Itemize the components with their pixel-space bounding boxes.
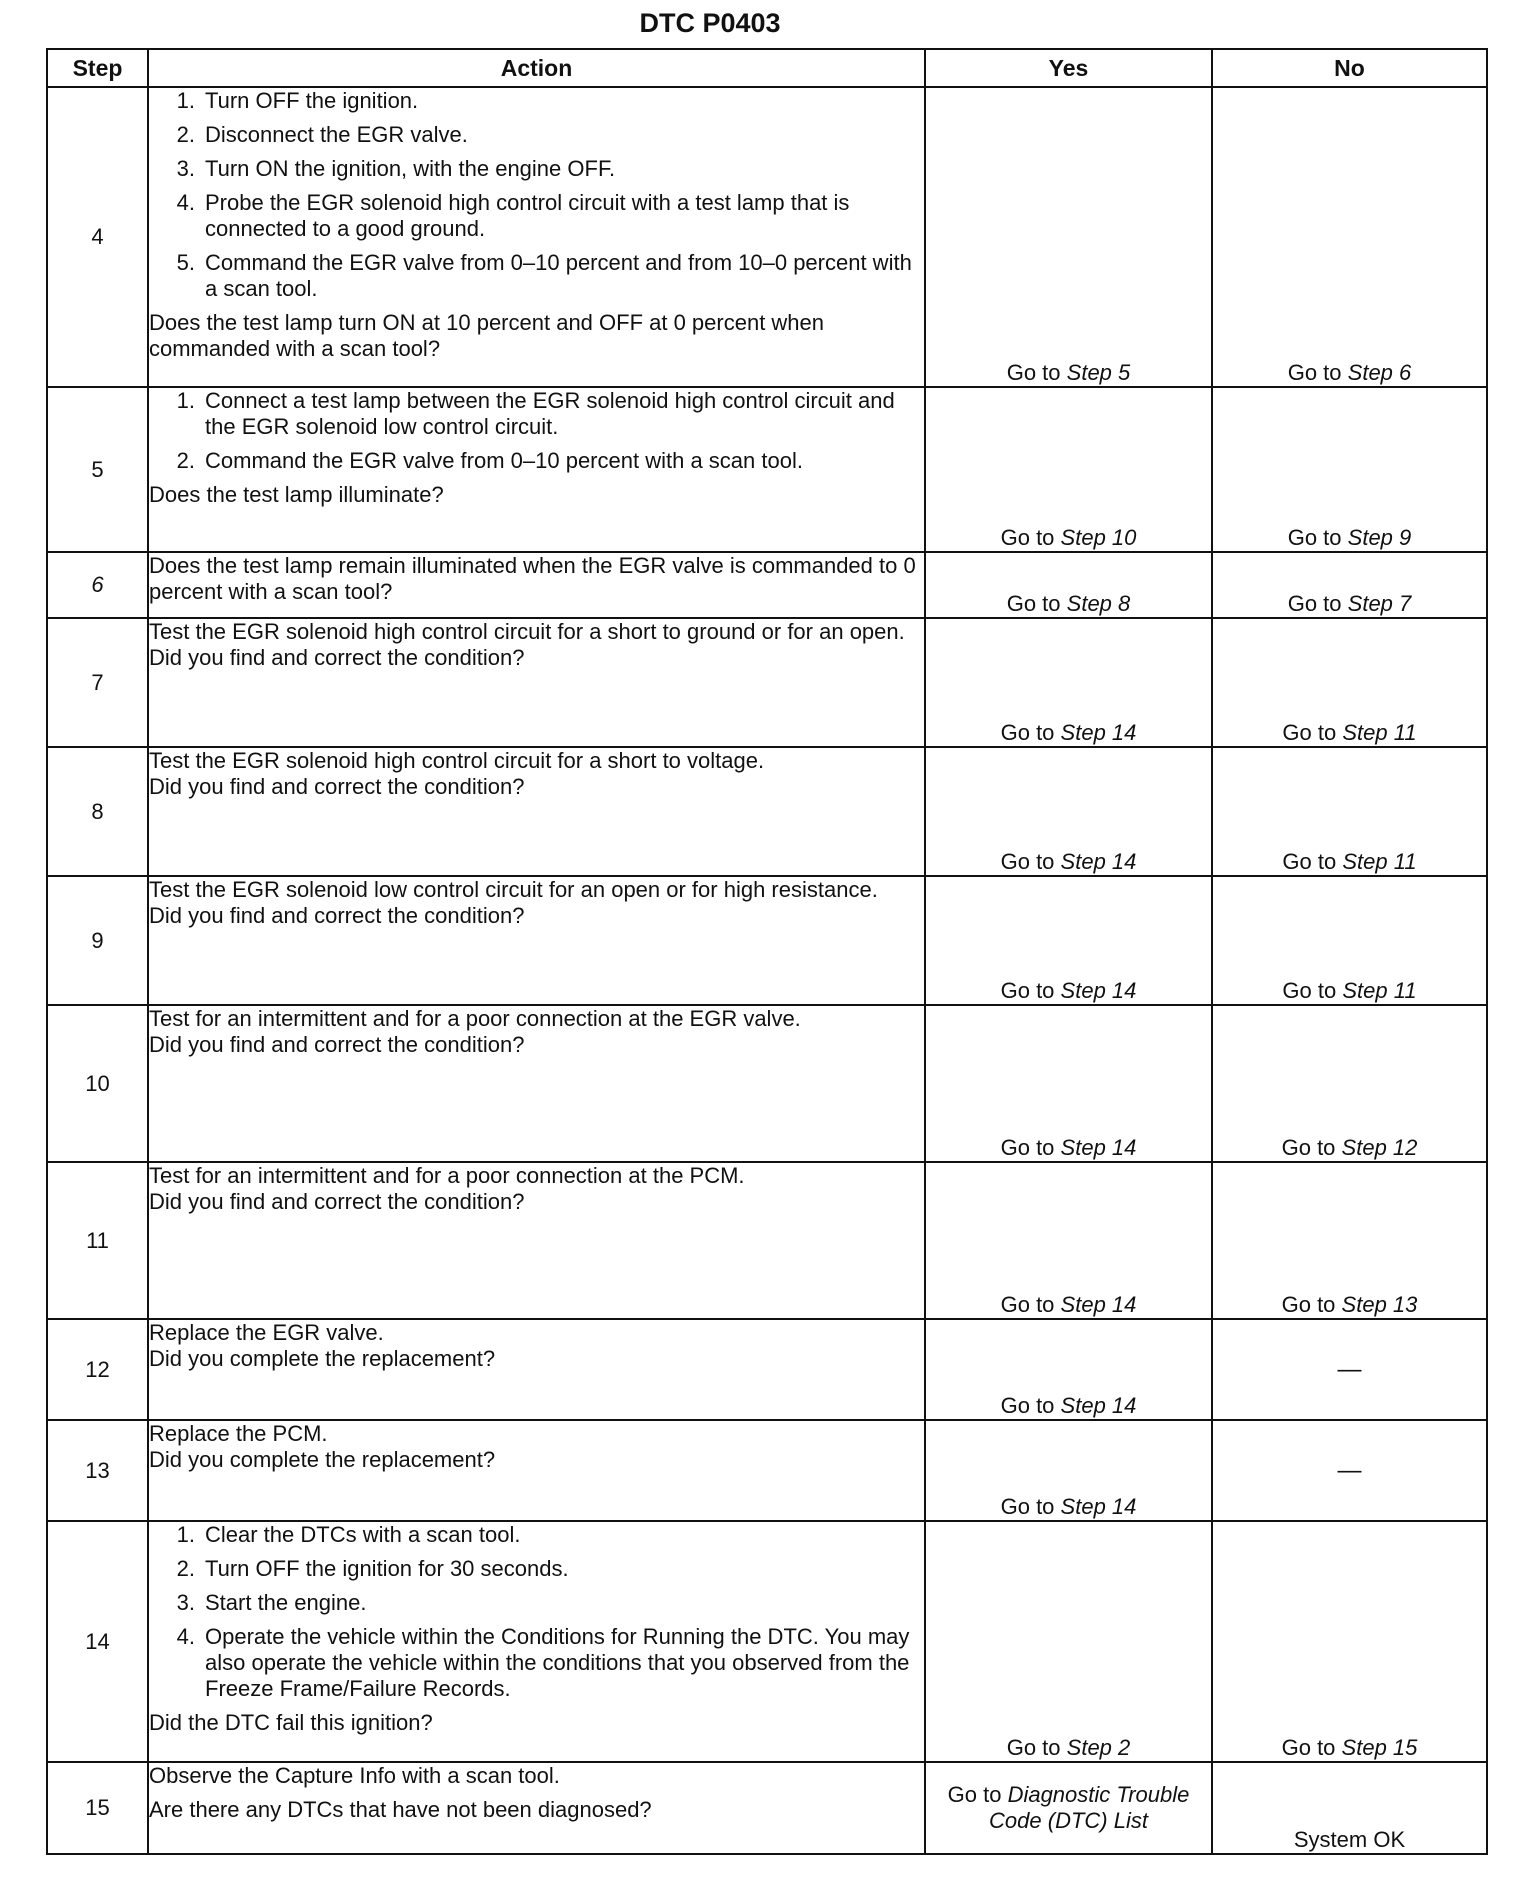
list-item: 3. Start the engine. — [176, 1590, 367, 1615]
action-text: Test the EGR solenoid high control circuit for a short to ground or for an open. — [149, 619, 905, 644]
list-item: 2. Turn OFF the ignition for 30 seconds. — [176, 1556, 569, 1581]
list-item: 1. Clear the DTCs with a scan tool. — [176, 1522, 521, 1547]
action-cell — [148, 552, 925, 618]
step-number: 12 — [47, 1319, 148, 1420]
step-number: 10 — [47, 1005, 148, 1162]
numbered-steps — [149, 1522, 924, 1710]
action-cell — [148, 747, 925, 876]
action-cell — [148, 876, 925, 1005]
action-text: Test for an intermittent and for a poor connection at the EGR valve. — [149, 1006, 801, 1031]
step-number: 15 — [47, 1762, 148, 1854]
question-text: Did you find and correct the condition? — [149, 1032, 525, 1057]
yes-cell: Go to Step 10 — [925, 387, 1212, 552]
list-item: 4. Probe the EGR solenoid high control circuit with a test lamp that is connected to a good ground. — [176, 190, 850, 241]
question-text: Did the DTC fail this ignition? — [149, 1710, 433, 1735]
table-row — [47, 618, 1487, 747]
yes-cell: Go to Step 8 — [925, 552, 1212, 618]
diagnostic-table — [46, 48, 1488, 1855]
no-cell: Go to Step 13 — [1212, 1162, 1487, 1319]
header-yes: Yes — [925, 49, 1212, 87]
table-row — [47, 552, 1487, 618]
table-row — [47, 1420, 1487, 1521]
list-item: 2. Disconnect the EGR valve. — [176, 122, 468, 147]
list-item: 5. Command the EGR valve from 0–10 percent and from 10–0 percent with a scan tool. — [176, 250, 912, 301]
no-cell: Go to Step 11 — [1212, 876, 1487, 1005]
action-text: Test the EGR solenoid high control circuit for a short to voltage. — [149, 748, 765, 773]
yes-cell: Go to Step 14 — [925, 618, 1212, 747]
list-item: 3. Turn ON the ignition, with the engine OFF. — [176, 156, 616, 181]
action-cell — [148, 618, 925, 747]
yes-cell: Go to Step 2 — [925, 1521, 1212, 1762]
action-cell — [148, 1762, 925, 1854]
no-cell: Go to Step 6 — [1212, 87, 1487, 387]
action-cell — [148, 87, 925, 387]
yes-cell: Go to Step 5 — [925, 87, 1212, 387]
table-row — [47, 87, 1487, 387]
question-text: Did you complete the replacement? — [149, 1346, 496, 1371]
action-text: Replace the PCM. — [149, 1421, 328, 1446]
question-text: Are there any DTCs that have not been diagnosed? — [149, 1797, 652, 1822]
no-cell: Go to Step 9 — [1212, 387, 1487, 552]
header-action: Action — [148, 49, 925, 87]
question-text: Did you find and correct the condition? — [149, 774, 525, 799]
action-cell — [148, 1420, 925, 1521]
list-item: 4. Operate the vehicle within the Conditions for Running the DTC. You may also operate the vehicle within the conditions that you observed from the Freeze Frame/Failure Records. — [176, 1624, 910, 1701]
question-text: Does the test lamp turn ON at 10 percent and OFF at 0 percent when commanded with a scan tool? — [149, 310, 825, 361]
table-row — [47, 747, 1487, 876]
step-number: 6 — [47, 552, 148, 618]
yes-cell: Go to Step 14 — [925, 1162, 1212, 1319]
header-no: No — [1212, 49, 1487, 87]
action-cell — [148, 1162, 925, 1319]
table-row — [47, 1319, 1487, 1420]
page-title: DTC P0403 — [639, 8, 781, 38]
table-row — [47, 1762, 1487, 1854]
action-text: Test for an intermittent and for a poor connection at the PCM. — [149, 1163, 745, 1188]
yes-cell: Go to Step 14 — [925, 1319, 1212, 1420]
question-text: Did you find and correct the condition? — [149, 645, 525, 670]
yes-cell: Go to Diagnostic Trouble Code (DTC) List — [925, 1762, 1212, 1854]
no-cell: System OK — [1212, 1762, 1487, 1854]
no-cell: — — [1212, 1420, 1487, 1521]
no-cell: Go to Step 15 — [1212, 1521, 1487, 1762]
header-step: Step — [47, 49, 148, 87]
step-number: 13 — [47, 1420, 148, 1521]
no-cell: Go to Step 11 — [1212, 618, 1487, 747]
question-text: Does the test lamp illuminate? — [149, 482, 444, 507]
action-cell — [148, 1319, 925, 1420]
question-text: Did you find and correct the condition? — [149, 1189, 525, 1214]
step-number: 8 — [47, 747, 148, 876]
header-row — [47, 49, 1487, 87]
question-text: Did you find and correct the condition? — [149, 903, 525, 928]
list-item: 1. Turn OFF the ignition. — [176, 88, 419, 113]
numbered-steps — [149, 388, 924, 482]
step-number: 14 — [47, 1521, 148, 1762]
yes-cell: Go to Step 14 — [925, 1420, 1212, 1521]
question-text: Does the test lamp remain illuminated when the EGR valve is commanded to 0 percent with a scan tool? — [149, 553, 916, 604]
list-item: 2. Command the EGR valve from 0–10 percent with a scan tool. — [176, 448, 803, 473]
no-cell: Go to Step 7 — [1212, 552, 1487, 618]
table-row — [47, 1521, 1487, 1762]
step-number: 4 — [47, 87, 148, 387]
step-number: 11 — [47, 1162, 148, 1319]
action-text: Test the EGR solenoid low control circuit for an open or for high resistance. — [149, 877, 878, 902]
action-text: Replace the EGR valve. — [149, 1320, 384, 1345]
no-cell: Go to Step 12 — [1212, 1005, 1487, 1162]
no-cell: — — [1212, 1319, 1487, 1420]
step-number: 9 — [47, 876, 148, 1005]
action-cell — [148, 387, 925, 552]
step-number: 5 — [47, 387, 148, 552]
step-number: 7 — [47, 618, 148, 747]
table-row — [47, 387, 1487, 552]
question-text: Did you complete the replacement? — [149, 1447, 496, 1472]
list-item: 1. Connect a test lamp between the EGR solenoid high control circuit and the EGR solenoid low control circuit. — [176, 388, 895, 439]
table-row — [47, 1162, 1487, 1319]
action-cell — [148, 1005, 925, 1162]
yes-cell: Go to Step 14 — [925, 876, 1212, 1005]
yes-cell: Go to Step 14 — [925, 747, 1212, 876]
table-row — [47, 1005, 1487, 1162]
action-text: Observe the Capture Info with a scan tool. — [149, 1763, 560, 1788]
no-cell: Go to Step 11 — [1212, 747, 1487, 876]
action-cell — [148, 1521, 925, 1762]
yes-cell: Go to Step 14 — [925, 1005, 1212, 1162]
numbered-steps — [149, 88, 924, 310]
table-row — [47, 876, 1487, 1005]
